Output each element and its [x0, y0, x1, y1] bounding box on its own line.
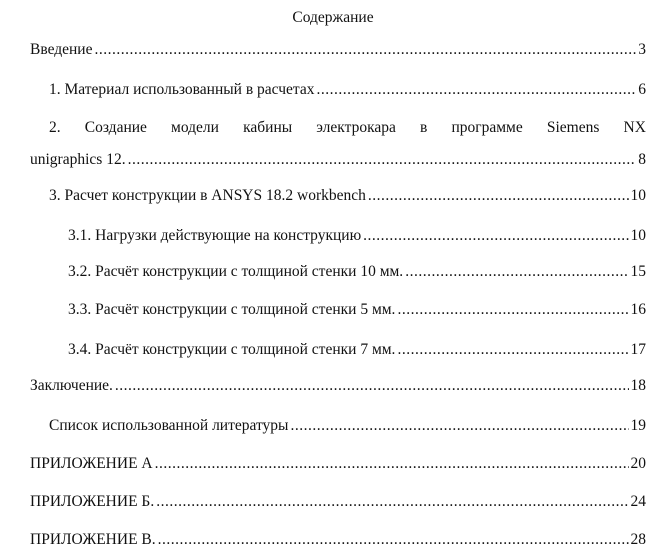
toc-entry-references[interactable] [49, 416, 646, 436]
toc-entry-3-2[interactable] [68, 262, 646, 282]
toc-leader-dots [128, 150, 637, 170]
toc-entry-text: 3.2. Расчёт конструкции с толщиной стенки 10 мм. [68, 263, 404, 280]
toc-word: 2. [49, 119, 61, 136]
toc-leader-dots [317, 80, 637, 100]
toc-leader-dots [94, 40, 636, 60]
toc-entry-page: 17 [630, 341, 646, 358]
toc-word: в [420, 119, 428, 136]
toc-entry-3-4[interactable] [68, 340, 646, 360]
toc-word: кабины [243, 119, 293, 136]
toc-leader-dots [397, 300, 628, 320]
toc-entry-text: 1. Материал использованный в расчетах [49, 81, 315, 98]
toc-entry-page: 10 [630, 187, 646, 204]
toc-entry-text: ПРИЛОЖЕНИЕ В. [30, 531, 156, 548]
toc-leader-dots [158, 530, 629, 550]
toc-entry-2[interactable] [30, 150, 646, 170]
toc-entry-page: 28 [630, 531, 646, 548]
toc-leader-dots [156, 492, 628, 512]
toc-entry-intro[interactable] [30, 40, 646, 60]
toc-title: Содержание [292, 9, 374, 26]
toc-word: NX [623, 119, 646, 136]
toc-entry-text: ПРИЛОЖЕНИЕ Б. [30, 493, 155, 510]
toc-entry-text: unigraphics 12. [30, 151, 126, 168]
toc-leader-dots [405, 262, 628, 282]
toc-entry-page: 10 [630, 227, 646, 244]
toc-word: Создание [84, 119, 147, 136]
toc-entry-1[interactable] [49, 80, 646, 100]
toc-entry-conclusion[interactable] [30, 376, 646, 396]
toc-entry-3[interactable] [49, 186, 646, 206]
toc-entry-page: 8 [638, 151, 646, 168]
toc-entry-text: 3.3. Расчёт конструкции с толщиной стенки 5 мм. [68, 301, 396, 318]
toc-entry-text: 3. Расчет конструкции в ANSYS 18.2 workbench [49, 187, 366, 204]
toc-entry-appendix-b[interactable] [30, 492, 646, 512]
toc-entry-appendix-v[interactable] [30, 530, 646, 550]
toc-entry-2-line1[interactable] [49, 118, 646, 138]
toc-entry-3-3[interactable] [68, 300, 646, 320]
toc-entry-page: 6 [638, 81, 646, 98]
toc-leader-dots [155, 454, 629, 474]
toc-entry-3-1[interactable] [68, 226, 646, 246]
toc-leader-dots [363, 226, 628, 246]
toc-leader-dots [368, 186, 629, 206]
toc-entry-text: Заключение. [30, 377, 113, 394]
toc-entry-text: Введение [30, 41, 93, 58]
toc-leader-dots [290, 416, 628, 436]
toc-entry-text: Список использованной литературы [49, 417, 289, 434]
toc-entry-text: 3.1. Нагрузки действующие на конструкцию [68, 227, 362, 244]
toc-word: модели [171, 119, 219, 136]
toc-entry-page: 16 [630, 301, 646, 318]
toc-entry-page: 18 [630, 377, 646, 394]
toc-word: электрокара [316, 119, 396, 136]
toc-entry-text: 3.4. Расчёт конструкции с толщиной стенки 7 мм. [68, 341, 396, 358]
toc-entry-page: 19 [630, 417, 646, 434]
toc-entry-page: 24 [630, 493, 646, 510]
toc-entry-text: ПРИЛОЖЕНИЕ А [30, 455, 153, 472]
toc-entry-page: 3 [638, 41, 646, 58]
toc-word: Siemens [546, 119, 600, 136]
toc-entry-appendix-a[interactable] [30, 454, 646, 474]
toc-entry-page: 20 [630, 455, 646, 472]
toc-leader-dots [115, 376, 629, 396]
toc-word: программе [451, 119, 523, 136]
toc-entry-page: 15 [630, 263, 646, 280]
toc-leader-dots [397, 340, 628, 360]
